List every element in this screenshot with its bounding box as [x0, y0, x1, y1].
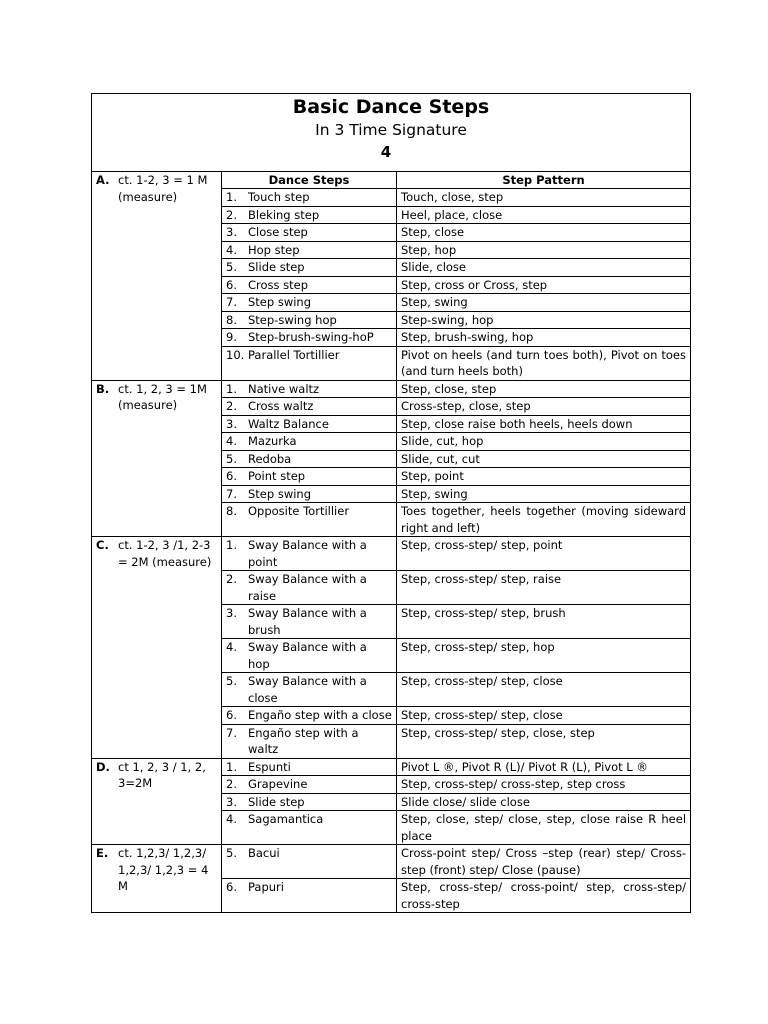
step-pattern-cell: Cross-step, close, step [397, 398, 691, 416]
dance-step-name: Point step [248, 469, 306, 483]
step-number: 2. [226, 399, 237, 413]
step-number: 1. [226, 381, 237, 396]
dance-step-name: Mazurka [248, 434, 297, 448]
section-letter: D. [96, 759, 110, 774]
section-count: ct. 1,2,3/ 1,2,3/ 1,2,3/ 1,2,3 = 4 M [118, 846, 209, 893]
dance-step-cell [222, 707, 397, 725]
dance-step-name: Slide step [248, 794, 305, 809]
step-pattern-cell: Step, cross-step/ step, brush [397, 605, 691, 639]
dance-step-cell [222, 380, 397, 398]
step-pattern-cell: Slide close/ slide close [397, 793, 691, 811]
column-header-step-pattern: Step Pattern [397, 172, 691, 189]
dance-step-cell [222, 241, 397, 259]
dance-step-name: Cross waltz [248, 399, 314, 413]
dance-step-cell [222, 673, 397, 707]
dance-step-cell [222, 879, 397, 913]
dance-step-name: Sway Balance with a close [248, 674, 367, 705]
step-pattern-cell: Step, brush-swing, hop [397, 329, 691, 347]
step-pattern-cell: Step, close raise both heels, heels down [397, 415, 691, 433]
column-header-row [92, 172, 691, 189]
step-pattern-cell: Toes together, heels together (moving sideward right and left) [397, 503, 691, 537]
step-number: 4. [226, 640, 237, 654]
dance-step-name: Close step [248, 225, 308, 239]
dance-step-name: Sway Balance with a point [248, 538, 367, 569]
step-pattern-cell: Step, point [397, 468, 691, 486]
dance-step-name: Engaño step with a waltz [248, 725, 359, 756]
dance-step-cell [222, 639, 397, 673]
section-letter: B. [96, 381, 110, 396]
dance-step-name: Opposite Tortillier [248, 504, 350, 518]
step-number: 2. [226, 572, 237, 586]
step-pattern-cell: Step, cross-step/ step, close [397, 673, 691, 707]
section-letter: A. [96, 173, 110, 187]
step-pattern-cell: Step, cross-step/ cross-step, step cross [397, 776, 691, 794]
dance-step-cell [222, 329, 397, 347]
dance-step-cell [222, 206, 397, 224]
dance-step-cell [222, 758, 397, 776]
step-pattern-cell: Touch, close, step [397, 189, 691, 207]
dance-steps-document [91, 93, 690, 913]
step-number: 1. [226, 190, 237, 204]
section-letter: C. [96, 538, 109, 552]
section-count-cell [92, 380, 222, 537]
step-number: 4. [226, 242, 237, 257]
step-number: 2. [226, 777, 237, 791]
dance-step-name: Touch step [248, 190, 310, 204]
table-header [92, 94, 691, 172]
step-number: 6. [226, 708, 237, 722]
step-pattern-cell: Slide, cut, cut [397, 450, 691, 468]
dance-step-name: Grapevine [248, 777, 308, 791]
dance-step-name: Papuri [248, 880, 284, 894]
dance-step-cell [222, 450, 397, 468]
dance-step-name: Cross step [248, 277, 309, 292]
step-number: 5. [226, 674, 237, 688]
dance-step-name: Step swing [248, 486, 312, 501]
dance-step-name: Sway Balance with a hop [248, 640, 367, 671]
step-pattern-cell: Step, close, step/ close, step, close raise R heel place [397, 811, 691, 845]
step-number: 1. [226, 759, 237, 774]
step-pattern-cell: Step, close [397, 224, 691, 242]
dance-step-name: Hop step [248, 242, 300, 257]
step-pattern-cell: Step, swing [397, 294, 691, 312]
step-number: 5. [226, 451, 237, 466]
header-row [92, 94, 691, 172]
step-pattern-cell: Pivot L ®, Pivot R (L)/ Pivot R (L), Pivot L ® [397, 758, 691, 776]
dance-step-cell [222, 724, 397, 758]
step-number: 3. [226, 225, 237, 239]
step-number: 6. [226, 469, 237, 483]
dance-step-cell [222, 845, 397, 879]
dance-step-cell [222, 485, 397, 503]
dance-step-cell [222, 346, 397, 380]
step-pattern-cell: Slide, cut, hop [397, 433, 691, 451]
step-number: 3. [226, 416, 237, 431]
step-number: 1. [226, 538, 237, 552]
dance-step-cell [222, 503, 397, 537]
document-title: Basic Dance Steps [292, 96, 490, 118]
dance-step-cell [222, 224, 397, 242]
section-count: ct 1, 2, 3 / 1, 2, 3=2M [118, 759, 206, 790]
step-pattern-cell: Step, close, step [397, 380, 691, 398]
step-number: 4. [226, 812, 237, 826]
step-number: 8. [226, 312, 237, 327]
step-number: 10. [226, 347, 245, 362]
step-pattern-cell: Step, cross-step/ step, hop [397, 639, 691, 673]
dance-step-name: Engaño step with a close [248, 708, 392, 722]
step-pattern-cell: Step, cross-step/ step, point [397, 537, 691, 571]
dance-step-name: Sway Balance with a raise [248, 572, 367, 603]
dance-step-name: Step-swing hop [248, 312, 337, 327]
step-pattern-cell: Heel, place, close [397, 206, 691, 224]
dance-step-cell [222, 398, 397, 416]
dance-step-name: Step swing [248, 295, 312, 309]
document-subtitle: In 3 Time Signature [315, 121, 467, 139]
dance-step-cell [222, 793, 397, 811]
step-number: 5. [226, 260, 237, 274]
step-number: 4. [226, 434, 237, 448]
dance-step-name: Native waltz [248, 381, 320, 396]
dance-step-name: Bleking step [248, 207, 320, 222]
step-number: 5. [226, 846, 237, 860]
dance-step-cell [222, 537, 397, 571]
step-pattern-cell: Slide, close [397, 259, 691, 277]
step-number: 6. [226, 880, 237, 894]
step-number: 7. [226, 486, 237, 501]
section-count-cell [92, 172, 222, 381]
section-letter: E. [96, 846, 109, 860]
table-row [92, 537, 691, 571]
table-row [92, 380, 691, 398]
table-row [92, 758, 691, 776]
step-number: 3. [226, 606, 237, 620]
step-pattern-cell: Step, cross-step/ step, close, step [397, 724, 691, 758]
step-number: 7. [226, 725, 237, 740]
dance-step-name: Redoba [248, 451, 292, 466]
dance-steps-table [91, 93, 691, 913]
dance-step-cell [222, 311, 397, 329]
column-header-dance-steps: Dance Steps [222, 172, 397, 189]
dance-step-cell [222, 259, 397, 277]
step-pattern-cell: Step, cross-step/ cross-point/ step, cross-step/ cross-step [397, 879, 691, 913]
section-count: ct. 1, 2, 3 = 1M (measure) [118, 381, 207, 412]
step-pattern-cell: Step, cross or Cross, step [397, 276, 691, 294]
step-pattern-cell: Step-swing, hop [397, 311, 691, 329]
section-count-cell [92, 758, 222, 845]
dance-step-name: Waltz Balance [248, 416, 329, 431]
dance-step-cell [222, 415, 397, 433]
step-pattern-cell: Step, swing [397, 485, 691, 503]
dance-step-cell [222, 605, 397, 639]
dance-step-cell [222, 776, 397, 794]
dance-step-name: Step-brush-swing-hoP [248, 330, 374, 344]
section-count-cell [92, 845, 222, 913]
table-row [92, 845, 691, 879]
dance-step-cell [222, 468, 397, 486]
dance-step-cell [222, 433, 397, 451]
step-pattern-cell: Pivot on heels (and turn toes both), Pivot on toes (and turn heels both) [397, 346, 691, 380]
step-number: 6. [226, 277, 237, 292]
step-pattern-cell: Step, hop [397, 241, 691, 259]
dance-step-name: Sagamantica [248, 812, 324, 826]
section-count: ct. 1-2, 3 = 1 M (measure) [118, 173, 208, 204]
step-number: 3. [226, 794, 237, 809]
step-pattern-cell: Step, cross-step/ step, close [397, 707, 691, 725]
step-pattern-cell: Cross-point step/ Cross –step (rear) step/ Cross-step (front) step/ Close (pause) [397, 845, 691, 879]
section-count-cell [92, 537, 222, 759]
dance-step-cell [222, 189, 397, 207]
section-count: ct. 1-2, 3 /1, 2-3 = 2M (measure) [118, 538, 212, 569]
time-signature-denominator: 4 [380, 143, 392, 161]
dance-step-name: Bacui [248, 846, 280, 860]
step-pattern-cell: Step, cross-step/ step, raise [397, 571, 691, 605]
dance-step-name: Parallel Tortillier [248, 347, 340, 362]
step-number: 2. [226, 207, 237, 222]
dance-step-cell [222, 276, 397, 294]
dance-step-cell [222, 811, 397, 845]
dance-step-cell [222, 294, 397, 312]
dance-step-cell [222, 571, 397, 605]
step-number: 7. [226, 295, 237, 309]
dance-step-name: Slide step [248, 260, 305, 274]
dance-step-name: Sway Balance with a brush [248, 606, 367, 637]
step-number: 8. [226, 504, 237, 518]
step-number: 9. [226, 330, 237, 344]
dance-step-name: Espunti [248, 759, 291, 774]
